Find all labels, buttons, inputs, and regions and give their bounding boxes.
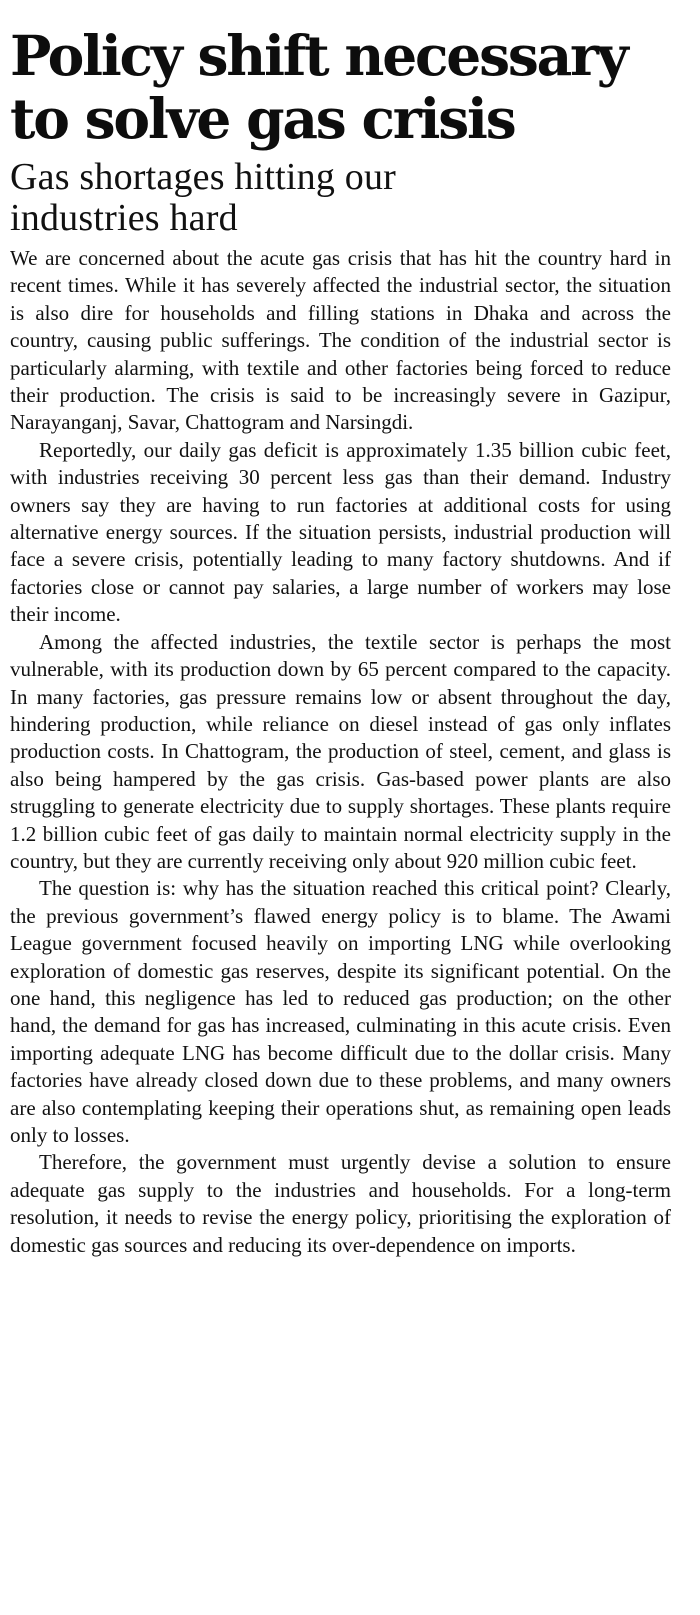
subheadline bbox=[10, 157, 671, 239]
paragraph-3: Among the affected industries, the textile sector is perhaps the most vulnerable, with its production down by 65 percent compared to the capacity. In many factories, gas pressure remains low or absent throughout the day, hindering production, while reliance on diesel instead of gas only inflates production costs. In Chattogram, the production of steel, cement, and glass is also being hampered by the gas crisis. Gas-based power plants are also struggling to generate electricity due to supply shortages. These plants require 1.2 billion cubic feet of gas daily to maintain normal electricity supply in the country, but they are currently receiving only about 920 million cubic feet. bbox=[10, 629, 671, 873]
paragraph-4: The question is: why has the situation reached this critical point? Clearly, the previous government’s flawed energy policy is to blame. The Awami League government focused heavily on importing LNG while overlooking exploration of domestic gas reserves, despite its significant potential. On the one hand, this negligence has led to reduced gas production; on the other hand, the demand for gas has increased, culminating in this acute crisis. Even importing adequate LNG has become difficult due to the dollar crisis. Many factories have already closed down due to these problems, and many owners are also contemplating keeping their operations shut, as remaining open leads only to losses. bbox=[10, 876, 671, 1147]
editorial-article bbox=[10, 0, 671, 1259]
paragraph-5: Therefore, the government must urgently devise a solution to ensure adequate gas supply to the industries and households. For a long-term resolution, it needs to revise the energy policy, prioritising the exploration of domestic gas sources and reducing its over-dependence on imports. bbox=[10, 1150, 671, 1257]
subheadline-line-2: industries hard bbox=[10, 197, 238, 239]
headline-line-1: Policy shift necessary bbox=[10, 23, 627, 88]
subheadline-line-1: Gas shortages hitting our bbox=[10, 156, 397, 198]
paragraph-1: We are concerned about the acute gas crisis that has hit the country hard in recent times. While it has severely affected the industrial sector, the situation is also dire for households and filling stations in Dhaka and across the country, causing public sufferings. The condition of the industrial sector is particularly alarming, with textile and other factories being forced to reduce their production. The crisis is said to be increasingly severe in Gazipur, Narayanganj, Savar, Chattogram and Narsingdi. bbox=[10, 246, 671, 435]
headline-line-2: to solve gas crisis bbox=[10, 86, 515, 151]
paragraph-2: Reportedly, our daily gas deficit is approximately 1.35 billion cubic feet, with industries receiving 30 percent less gas than their demand. Industry owners say they are having to run factories at additional costs for using alternative energy sources. If the situation persists, industrial production will face a severe crisis, potentially leading to many factory shutdowns. And if factories close or cannot pay salaries, a large number of workers may lose their income. bbox=[10, 437, 671, 627]
headline bbox=[10, 24, 671, 150]
article-body bbox=[10, 245, 671, 1259]
